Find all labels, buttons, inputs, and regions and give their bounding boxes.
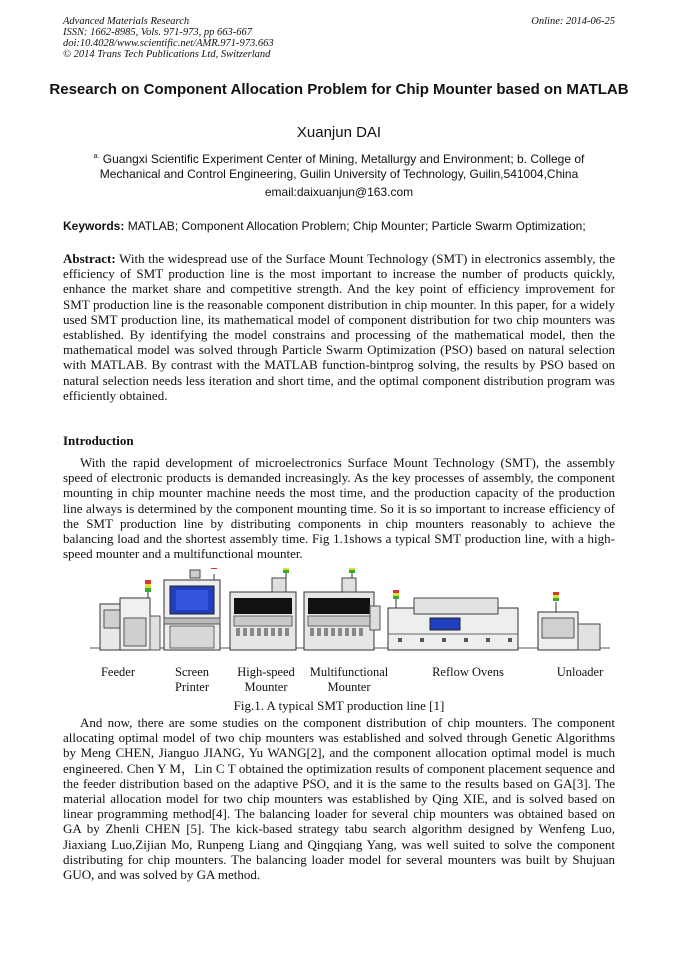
label-multifunctional-mounter	[302, 665, 396, 695]
online-date: Online: 2014-06-25	[531, 16, 615, 27]
affiliation-sup: a.	[93, 153, 100, 160]
author-email: email:daixuanjun@163.com	[264, 185, 414, 199]
feeder-machine	[100, 580, 160, 650]
unloader-machine	[538, 592, 600, 650]
label-high-speed-mounter	[230, 665, 302, 695]
label-reflow-ovens: Reflow Ovens	[432, 665, 504, 679]
journal-header	[63, 16, 274, 60]
keywords-label: Keywords:	[63, 219, 125, 233]
reflow-oven-machine	[388, 590, 518, 650]
label-multi-line2: Mounter	[327, 680, 371, 694]
intro-heading: Introduction	[63, 433, 134, 448]
abstract-label: Abstract:	[63, 251, 116, 266]
label-feeder: Feeder	[100, 665, 135, 679]
screen-printer-machine	[164, 568, 220, 650]
keywords-text: MATLAB; Component Allocation Problem; Chip Mounter; Particle Swarm Optimization;	[124, 219, 586, 233]
label-high-speed-line1: High-speed	[237, 665, 295, 679]
multifunctional-mounter-machine	[304, 568, 380, 650]
issn-line: ISSN: 1662-8985, Vols. 971-973, pp 663-667	[63, 27, 252, 38]
paper-title: Research on Component Allocation Problem for Chip Mounter based on MATLAB	[49, 81, 629, 98]
intro-paragraph: With the rapid development of microelectronics Surface Mount Technology (SMT), the assembly speed of electronic products is demanded increasingly. As the key processes of assembly, the component mounting in chip mounter machine needs the most time, and the production capacity of the production line always is determined by the component mounting time. So it is so important to increase efficiency of the SMT production line by distributing components in chip mounters reasonably to achieve the balancing load and the shortest assembly time. Fig 1.1shows a typical SMT production line, with a high-speed mounter and a multifunctional mounter.	[63, 455, 615, 562]
label-screen-printer-line1: Screen	[174, 665, 209, 679]
journal-name: Advanced Materials Research	[63, 16, 190, 27]
keywords	[63, 219, 615, 233]
label-screen-printer	[162, 665, 222, 695]
label-multi-line1: Multifunctional	[309, 665, 389, 679]
author-name: Xuanjun DAI	[296, 124, 382, 141]
abstract-text: With the widespread use of the Surface Mount Technology (SMT) in electronics assembly, the efficiency of SMT production line is the most important to increase the number of products quickly, enhance the market share and competitive strength. And the key point of efficiency improvement for SMT production line is the reasonable component distribution in chip mounter. In this paper, for a widely used SMT production line, its mathematical model of component distribution for two chip mounters was established. By identifying the model constrains and processing of the mathematical model, then the mathematical model was solved through Particle Swarm Optimization (PSO) based on natural selection with MATLAB. By contrast with the MATLAB function-bintprog solving, the results by PSO based on natural selection needs less iteration and short time, and the optimal component distribution program was efficiently obtained.	[63, 251, 615, 403]
high-speed-mounter-machine	[230, 568, 296, 650]
label-high-speed-line2: Mounter	[244, 680, 288, 694]
label-screen-printer-line2: Printer	[174, 680, 210, 694]
affiliation-text: Guangxi Scientific Experiment Center of Mining, Metallurgy and Environment; b. College of Mechanical and Control Engineering, Guilin University of Technology, Guilin,541004,China	[99, 152, 585, 181]
figure-caption: Fig.1. A typical SMT production line [1]	[233, 698, 445, 713]
doi-line: doi:10.4028/www.scientific.net/AMR.971-973.663	[63, 38, 274, 49]
related-work-paragraph: And now, there are some studies on the component distribution of chip mounters. The component allocating optimal model of two chip mounters was established and solved through Genetic Algorithms by Meng CHEN, Jianguo JIANG, Yu WANG[2], and the component allocation optimal model is much engineered. Chen Y M，Lin C T obtained the optimization results of component placement sequence and the feeder distribution based on the adaptive PSO, and it is the same to the results based on GA[3]. The material allocation model for two chip mounters was established by Qing XIE, and is solved based on linear programming method[4]. The balancing loader for several chip mounters was obtained based on GA by Zhenli CHEN [5]. The kick-based strategy tabu search algorithm designed by Wenfeng Luo, Jiaxiang Luo,Zijian Mo, Runpeng Liang and Qingqiang Yang, was well suited to solve the component distributing for chip mounters. The balancing loader model for several mounters was built by Shujuan GUO, and was solved by GA method.	[63, 715, 615, 883]
abstract	[63, 251, 615, 403]
label-unloader: Unloader	[556, 665, 604, 679]
affiliation	[70, 149, 608, 182]
copyright-line: © 2014 Trans Tech Publications Ltd, Switzerland	[63, 49, 271, 60]
